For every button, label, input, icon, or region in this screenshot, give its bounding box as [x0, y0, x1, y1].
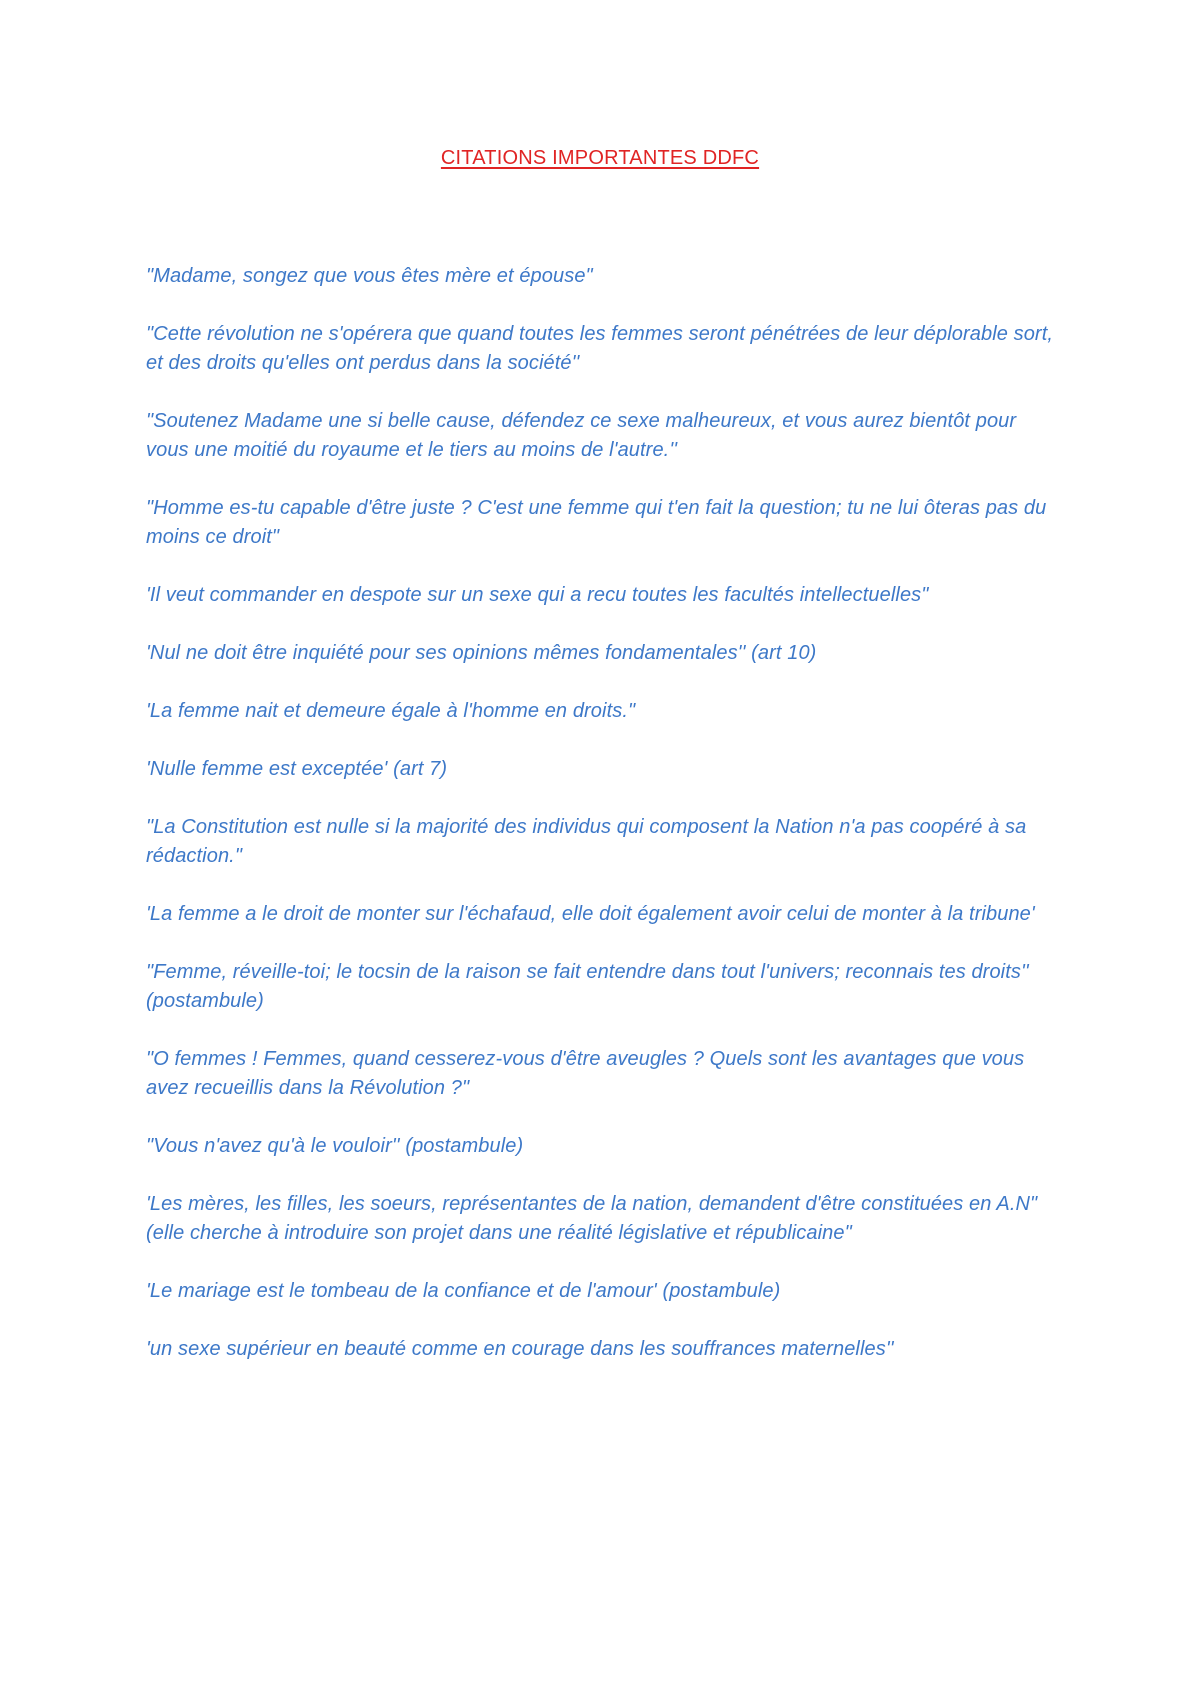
- quote-item: "O femmes ! Femmes, quand cesserez-vous d'être aveugles ? Quels sont les avantages que vous avez recueillis dans la Révolution ?": [146, 1048, 1025, 1099]
- quote-item: 'Nul ne doit être inquiété pour ses opinions mêmes fondamentales'' (art 10): [146, 642, 817, 664]
- quote-item: 'Les mères, les filles, les soeurs, représentantes de la nation, demandent d'être constituées en A.N" (elle cherche à introduire son projet dans une réalité législative et républicaine": [146, 1193, 1038, 1244]
- quote-item: "Cette révolution ne s'opérera que quand toutes les femmes seront pénétrées de leur déplorable sort, et des droits qu'elles ont perdus dans la société'': [146, 323, 1054, 374]
- quote-list: [146, 262, 1064, 1393]
- quote-item: 'La femme a le droit de monter sur l'échafaud, elle doit également avoir celui de monter à la tribune': [146, 903, 1035, 925]
- quote-item: "Homme es-tu capable d'être juste ? C'est une femme qui t'en fait la question; tu ne lui ôteras pas du moins ce droit": [146, 497, 1047, 548]
- quote-item: "Madame, songez que vous êtes mère et épouse": [146, 265, 593, 287]
- quote-item: 'La femme nait et demeure égale à l'homme en droits.": [146, 700, 636, 722]
- quote-item: "Soutenez Madame une si belle cause, défendez ce sexe malheureux, et vous aurez bientôt pour vous une moitié du royaume et le tiers au moins de l'autre.'': [146, 410, 1017, 461]
- quote-item: 'un sexe supérieur en beauté comme en courage dans les souffrances maternelles'': [146, 1338, 894, 1360]
- quote-item: "Femme, réveille-toi; le tocsin de la raison se fait entendre dans tout l'univers; reconnais tes droits'' (postambule): [146, 961, 1029, 1012]
- quote-item: 'Nulle femme est exceptée' (art 7): [146, 758, 448, 780]
- page-title: CITATIONS IMPORTANTES DDFC: [440, 147, 760, 169]
- quote-item: 'Il veut commander en despote sur un sexe qui a recu toutes les facultés intellectuelles": [146, 584, 929, 606]
- quote-item: "Vous n'avez qu'à le vouloir'' (postambule): [146, 1135, 524, 1157]
- quote-item: "La Constitution est nulle si la majorité des individus qui composent la Nation n'a pas coopéré à sa rédaction.": [146, 816, 1027, 867]
- quote-item: 'Le mariage est le tombeau de la confiance et de l'amour' (postambule): [146, 1280, 781, 1302]
